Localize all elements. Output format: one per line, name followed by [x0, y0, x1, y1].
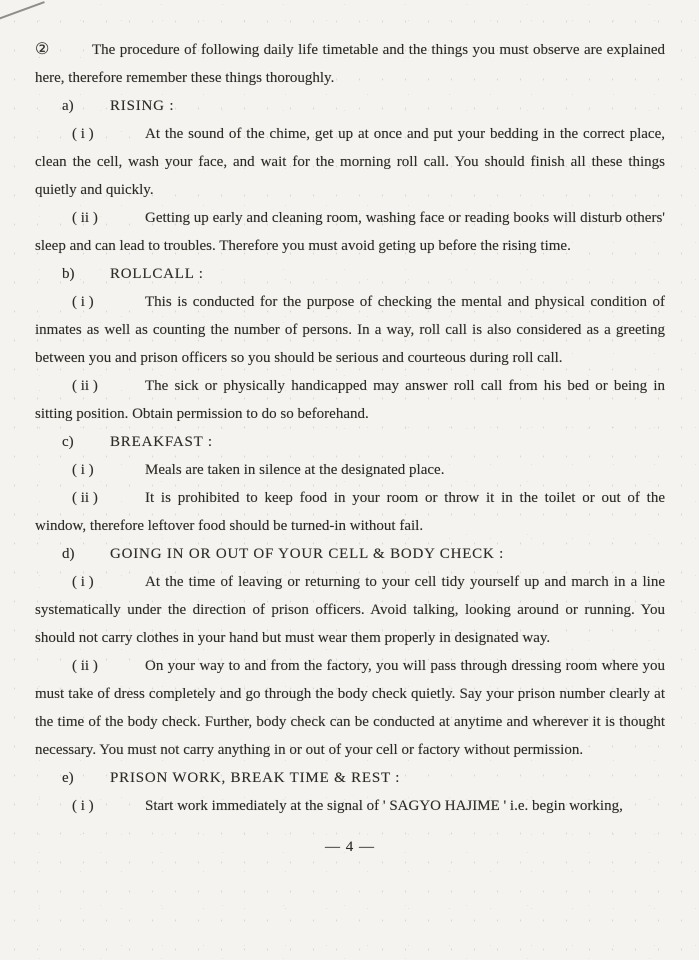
- item-marker: ( i ): [72, 126, 94, 142]
- item-marker: ( ii ): [72, 210, 98, 226]
- item-marker: ( ii ): [72, 490, 98, 506]
- section-heading-c: [35, 428, 665, 456]
- section-title: RISING :: [110, 98, 175, 114]
- item-text: It is prohibited to keep food in your room or throw it in the toilet or out of the window, therefore leftover food should be turned-in without fail.: [35, 490, 665, 534]
- section-label: d): [62, 546, 75, 562]
- section-heading-e: [35, 764, 665, 792]
- item-marker: ( i ): [72, 574, 94, 590]
- item-text: On your way to and from the factory, you will pass through dressing room where you must take of dress completely and go through the body check quietly. Say your prison number clearly at the time of the body check. Further, body check can be conducted at anytime and wherever it is thought necessary. You must not carry anything in or out of your cell or factory without permission.: [35, 658, 665, 758]
- item-c-i: [35, 456, 665, 484]
- item-text: Meals are taken in silence at the designated place.: [145, 462, 445, 478]
- item-e-i: [35, 792, 665, 820]
- item-text: The sick or physically handicapped may answer roll call from his bed or being in sitting position. Obtain permission to do so beforehand.: [35, 378, 665, 422]
- scan-edge-artifact: [0, 1, 45, 21]
- circled-2-marker: ②: [35, 41, 50, 58]
- item-b-ii: [35, 372, 665, 428]
- item-marker: ( i ): [72, 798, 94, 814]
- page-number: — 4 —: [325, 839, 375, 855]
- item-text: This is conducted for the purpose of checking the mental and physical condition of inmates as well as counting the number of persons. In a way, roll call is also considered as a greeting between you and prison officers so you should be serious and courteous during roll call.: [35, 294, 665, 366]
- section-title: GOING IN OR OUT OF YOUR CELL & BODY CHECK :: [110, 546, 505, 562]
- item-text: At the sound of the chime, get up at once and put your bedding in the correct place, clean the cell, wash your face, and wait for the morning roll call. You should finish all these things quietly and quickly.: [35, 126, 665, 198]
- section-label: b): [62, 266, 75, 282]
- item-text: At the time of leaving or returning to your cell tidy yourself up and march in a line systematically under the direction of prison officers. Avoid talking, looking around or running. You should not carry clothes in your hand but must wear them properly in designated way.: [35, 574, 665, 646]
- section-label: c): [62, 434, 74, 450]
- section-heading-a: [35, 92, 665, 120]
- item-marker: ( i ): [72, 294, 94, 310]
- section-label: e): [62, 770, 74, 786]
- item-b-i: [35, 288, 665, 372]
- item-text: Getting up early and cleaning room, washing face or reading books will disturb others' sleep and can lead to troubles. Therefore you must avoid geting up before the rising time.: [35, 210, 665, 254]
- item-text: Start work immediately at the signal of ' SAGYO HAJIME ' i.e. begin working,: [145, 798, 623, 814]
- section-heading-b: [35, 260, 665, 288]
- item-marker: ( ii ): [72, 658, 98, 674]
- item-a-ii: [35, 204, 665, 260]
- intro-text: The procedure of following daily life timetable and the things you must observe are explained here, therefore remember these things thoroughly.: [35, 42, 665, 86]
- section-title: BREAKFAST :: [110, 434, 213, 450]
- item-marker: ( ii ): [72, 378, 98, 394]
- item-marker: ( i ): [72, 462, 94, 478]
- item-d-ii: [35, 652, 665, 764]
- section-label: a): [62, 98, 74, 114]
- section-title: ROLLCALL :: [110, 266, 204, 282]
- section-heading-d: [35, 540, 665, 568]
- section-title: PRISON WORK, BREAK TIME & REST :: [110, 770, 401, 786]
- item-a-i: [35, 120, 665, 204]
- item-d-i: [35, 568, 665, 652]
- paragraph-intro: [35, 36, 665, 92]
- item-c-ii: [35, 484, 665, 540]
